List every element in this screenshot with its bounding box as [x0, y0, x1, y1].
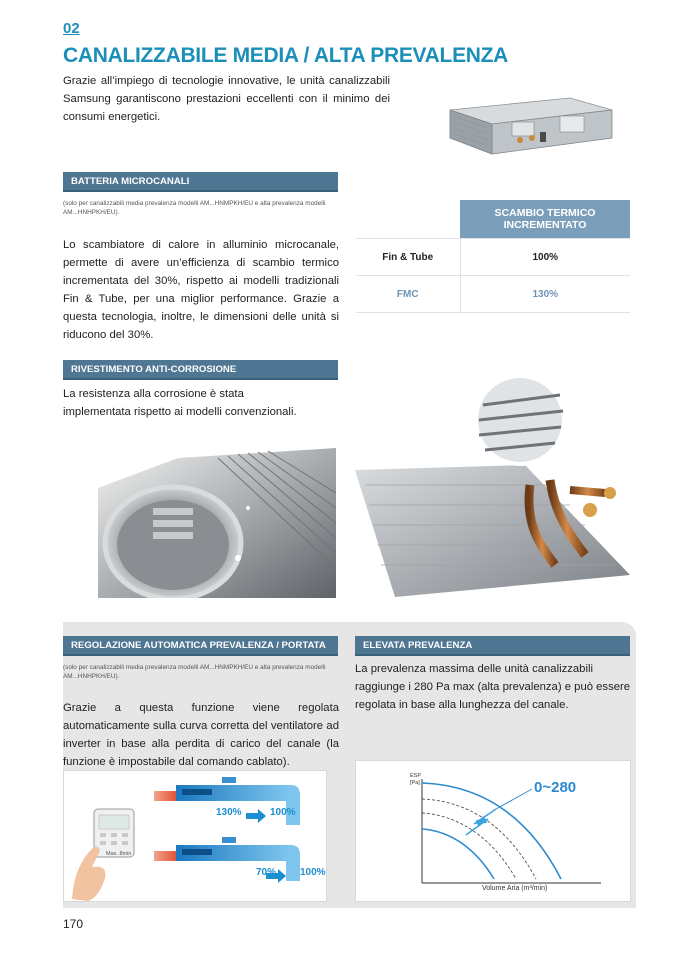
regolazione-note: (solo per canalizzabili media prevalenza modelli AM...HNMPKH/EU e alta prevalenza modelli AM...HNHPKH/EU). [63, 664, 326, 680]
row1-from: 130% [216, 807, 242, 818]
batteria-text: Lo scambiatore di calore in alluminio microcanale, permette di avere un’efficienza di scambio termico incrementata del 30%, rispetto ai modelli tradizionali Fin & Tube, per una miglior performance. Grazie a questa tecnologia, inoltre, le dimensioni delle unità si riducono del 30%. [63, 239, 339, 341]
row1-to: 100% [270, 807, 296, 818]
range-label: 0~280 [534, 779, 577, 796]
elevata-heading: ELEVATA PREVALENZA [355, 636, 630, 656]
comparison-table [356, 200, 630, 313]
page-number: 170 [63, 917, 84, 931]
batteria-heading: BATTERIA MICROCANALI [63, 172, 338, 192]
section-number: 02 [63, 20, 80, 37]
table-row [356, 276, 630, 313]
table-header: SCAMBIO TERMICO INCREMENTATO [460, 200, 630, 239]
airflow-diagram [64, 771, 326, 901]
intro-text: Grazie all’impiego di tecnologie innovative, le unità canalizzabili Samsung garantiscono prestazioni eccellenti con il minimo dei consumi energetici. [63, 75, 390, 123]
y-label-1: ESP [410, 773, 422, 779]
row-value: 100% [460, 239, 630, 276]
regolazione-diagram [63, 770, 327, 902]
row2-from: 70% [256, 867, 277, 878]
row-value: 130% [460, 276, 630, 313]
esp-chart [355, 760, 631, 902]
table-corner [356, 200, 460, 239]
regolazione-text: Grazie a questa funzione viene regolata automaticamente sulla curva corretta del ventilatore ad inverter in base alla perdita di carico del canale (la funzione è impostabile dal comando cablato). [63, 702, 339, 768]
rivestimento-text: La resistenza alla corrosione è stata implementata rispetto ai modelli convenzionali. [63, 388, 297, 418]
esp-curves [356, 761, 630, 901]
remote-label: Max. 8min [106, 851, 132, 857]
x-axis-label: Volume Aria (m³/min) [482, 885, 548, 892]
batteria-note: (solo per canalizzabili media prevalenza modelli AM...HNMPKH/EU e alta prevalenza modelli AM...HNHPKH/EU). [63, 200, 326, 216]
duct-unit-image [440, 80, 620, 160]
row2-to: 100% [300, 867, 326, 878]
y-label-2: [Pa] [410, 780, 420, 786]
rivestimento-heading: RIVESTIMENTO ANTI-CORROSIONE [63, 360, 338, 380]
row-label: FMC [356, 276, 460, 313]
tube-closeup-image [98, 448, 336, 598]
page-title: CANALIZZABILE MEDIA / ALTA PREVALENZA [63, 44, 509, 67]
coil-with-pipes-image [355, 375, 630, 597]
elevata-text: La prevalenza massima delle unità canalizzabili raggiunge i 280 Pa max (alta prevalenza) e può essere regolata in base alla lunghezza del canale. [355, 663, 631, 711]
row-label: Fin & Tube [356, 239, 460, 276]
table-row [356, 239, 630, 276]
regolazione-heading: REGOLAZIONE AUTOMATICA PREVALENZA / PORTATA [63, 636, 338, 656]
y-axis-label [410, 773, 421, 787]
